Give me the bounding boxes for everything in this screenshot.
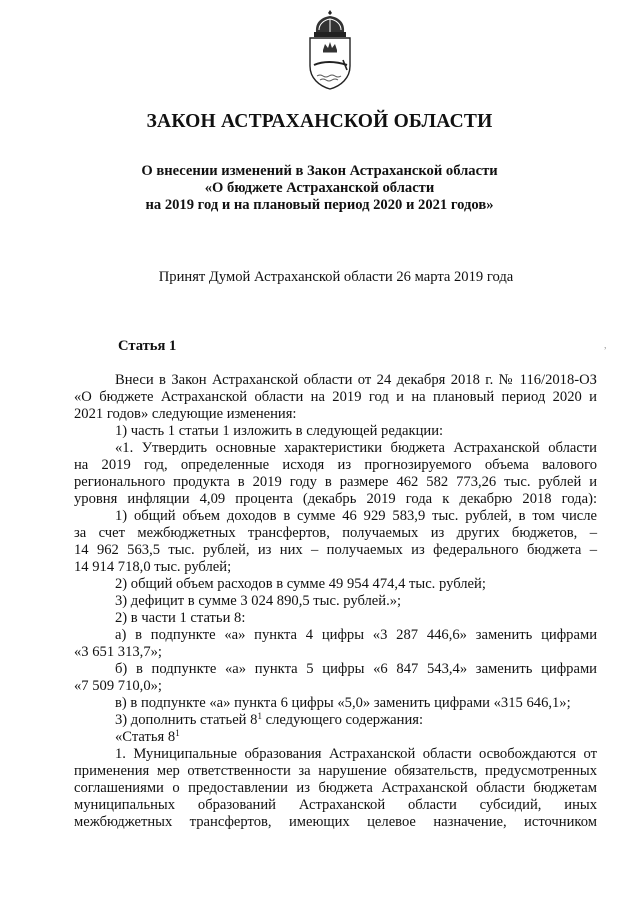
margin-mark: , <box>604 340 607 351</box>
text-line: 1. Муниципальные образования Астраханской области освобождаются от <box>115 746 597 762</box>
text-line: муниципальных образований Астраханской области субсидий, иных <box>74 797 597 813</box>
item-2: 2) в части 1 статьи 8: <box>115 610 246 626</box>
text-line: за счет межбюджетных трансфертов, получаемых из других бюджетов, – <box>74 525 597 541</box>
subtitle-line: О внесении изменений в Закон Астраханской области <box>141 163 498 179</box>
text-line: межбюджетных трансфертов, имеющих целевое назначение, источником <box>74 814 597 830</box>
item-2a <box>74 627 597 661</box>
law-subtitle <box>0 163 639 214</box>
intro-paragraph <box>74 372 597 423</box>
new-article-prefix: «Статья 8 <box>115 729 176 745</box>
law-title: ЗАКОН АСТРАХАНСКОЙ ОБЛАСТИ <box>146 111 493 132</box>
adoption-statement: Принят Думой Астраханской области 26 марта 2019 года <box>158 269 514 285</box>
text-line: «О бюджете Астраханской области на 2019 год и на плановый период 2020 и <box>74 389 597 405</box>
text-line: 14 914 718,0 тыс. рублей; <box>74 559 232 575</box>
text-line: «7 509 710,0»; <box>74 678 162 694</box>
item-1: 1) часть 1 статьи 1 изложить в следующей редакции: <box>115 423 444 439</box>
subitem-1 <box>74 508 597 576</box>
text-line: регионального продукта в 2019 году в размере 462 582 773,26 тыс. рублей и <box>74 474 597 490</box>
article-heading: Статья 1 <box>118 338 177 354</box>
text-line: 14 962 563,5 тыс. рублей, из них – получаемых из федерального бюджета – <box>74 542 597 558</box>
text-line: 1) общий объем доходов в сумме 46 929 583,9 тыс. рублей, в том числе <box>115 508 597 524</box>
text-line: «3 651 313,7»; <box>74 644 162 660</box>
subtitle-line: «О бюджете Астраханской области <box>204 180 435 196</box>
text-line: б) в подпункте «а» пункта 5 цифры «6 847 543,4» заменить цифрами <box>115 661 597 677</box>
text-line: 2021 годов» следующие изменения: <box>74 406 297 422</box>
text-line: Внеси в Закон Астраханской области от 24 декабря 2018 г. № 116/2018-ОЗ <box>115 372 597 388</box>
new-article-heading <box>74 729 597 746</box>
astrakhan-coat-of-arms-icon <box>303 8 357 92</box>
text-line: на 2019 год, определенные исходя из прогнозируемого объема валового <box>74 457 597 473</box>
subtitle-line: на 2019 год и на плановый период 2020 и 2021 годов» <box>145 197 494 213</box>
item-3-suffix: следующего содержания: <box>261 712 424 728</box>
text-line: соглашениями о предоставлении из бюджета Астраханской области бюджетам <box>74 780 597 796</box>
item-3-prefix: 3) дополнить статьей 8 <box>115 712 258 728</box>
quote-paragraph <box>74 440 597 508</box>
text-line: уровня инфляции 4,09 процента (декабрь 2019 года к декабрю 2018 года): <box>74 491 597 507</box>
subitem-2: 2) общий объем расходов в сумме 49 954 474,4 тыс. рублей; <box>115 576 486 592</box>
text-line: а) в подпункте «а» пункта 4 цифры «3 287 446,6» заменить цифрами <box>115 627 597 643</box>
text-line: применения мер ответственности за нарушение обязательств, предусмотренных <box>74 763 597 779</box>
text-line: «1. Утвердить основные характеристики бюджета Астраханской области <box>115 440 597 456</box>
item-2v: в) в подпункте «а» пункта 6 цифры «5,0» заменить цифрами «315 646,1»; <box>115 695 571 711</box>
item-3 <box>74 712 597 729</box>
article-body <box>74 372 597 831</box>
new-article-sup: 1 <box>175 728 180 738</box>
item-3-sup: 1 <box>257 711 262 721</box>
subitem-3: 3) дефицит в сумме 3 024 890,5 тыс. рублей.»; <box>115 593 402 609</box>
item-2b <box>74 661 597 695</box>
paragraph-1 <box>74 746 597 831</box>
